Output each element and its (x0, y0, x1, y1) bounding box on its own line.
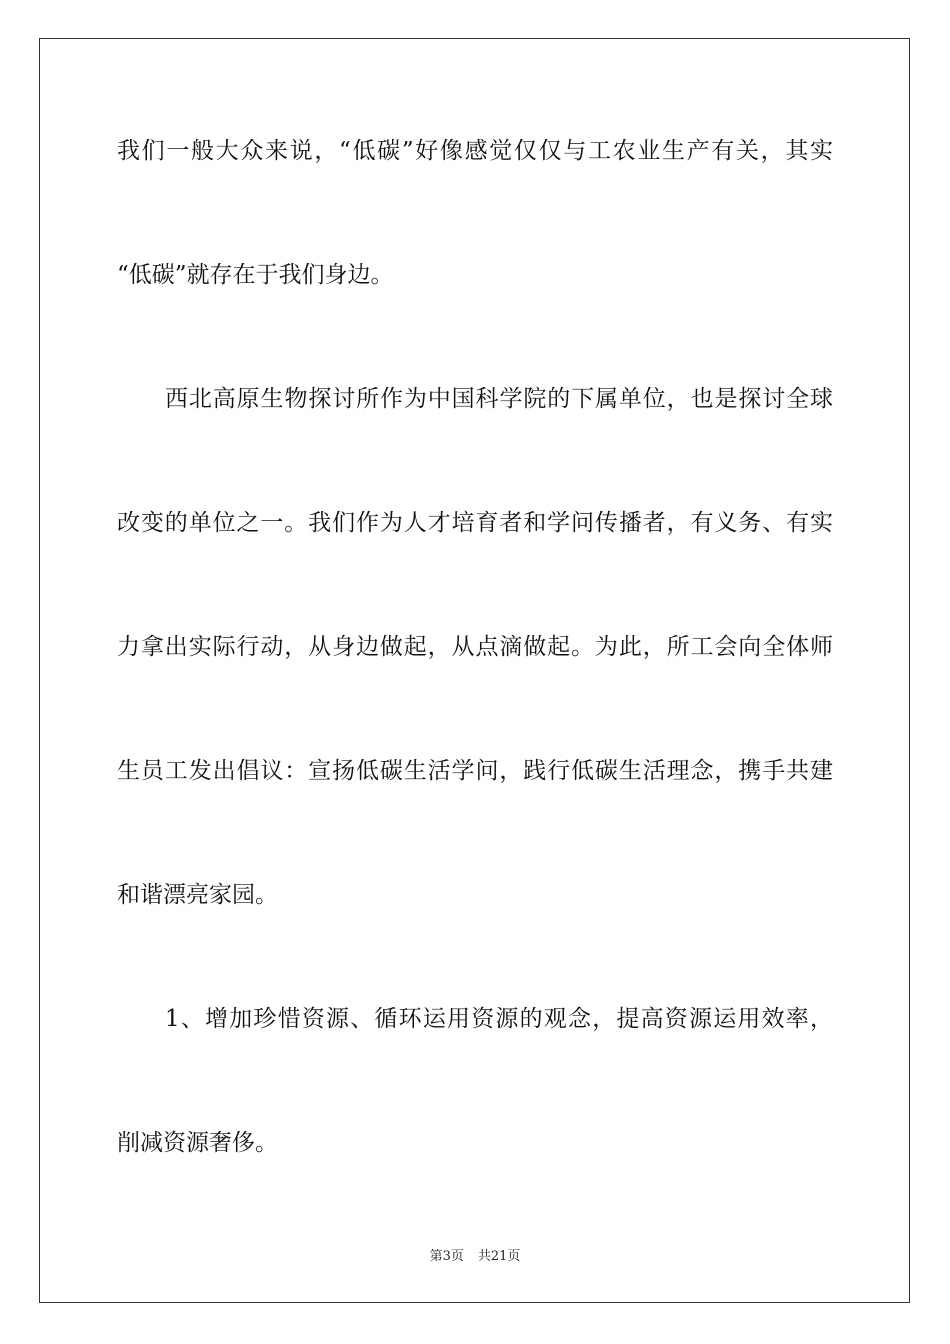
text-line-4: 改变的单位之一。我们作为人才培育者和学问传播者，有义务、有实 (117, 510, 833, 536)
text-line-1: 我们一般大众来说，“低碳”好像感觉仅仅与工农业生产有关，其实 (117, 138, 833, 164)
text-line-8: 1、增加珍惜资源、循环运用资源的观念，提高资源运用效率， (165, 1006, 833, 1032)
text-line-6: 生员工发出倡议：宣扬低碳生活学问，践行低碳生活理念，携手共建 (117, 758, 833, 784)
text-line-9: 削减资源奢侈。 (117, 1130, 278, 1156)
text-line-2: “低碳”就存在于我们身边。 (117, 262, 394, 288)
text-line-5: 力拿出实际行动，从身边做起，从点滴做起。为此，所工会向全体师 (117, 634, 833, 660)
text-line-7: 和谐漂亮家园。 (117, 882, 278, 908)
page-number: 第3页 (429, 1249, 464, 1264)
page-border (39, 38, 910, 1303)
page-footer (0, 1248, 950, 1266)
text-line-3: 西北高原生物探讨所作为中国科学院的下属单位，也是探讨全球 (165, 386, 833, 412)
page-total: 共21页 (477, 1249, 521, 1264)
